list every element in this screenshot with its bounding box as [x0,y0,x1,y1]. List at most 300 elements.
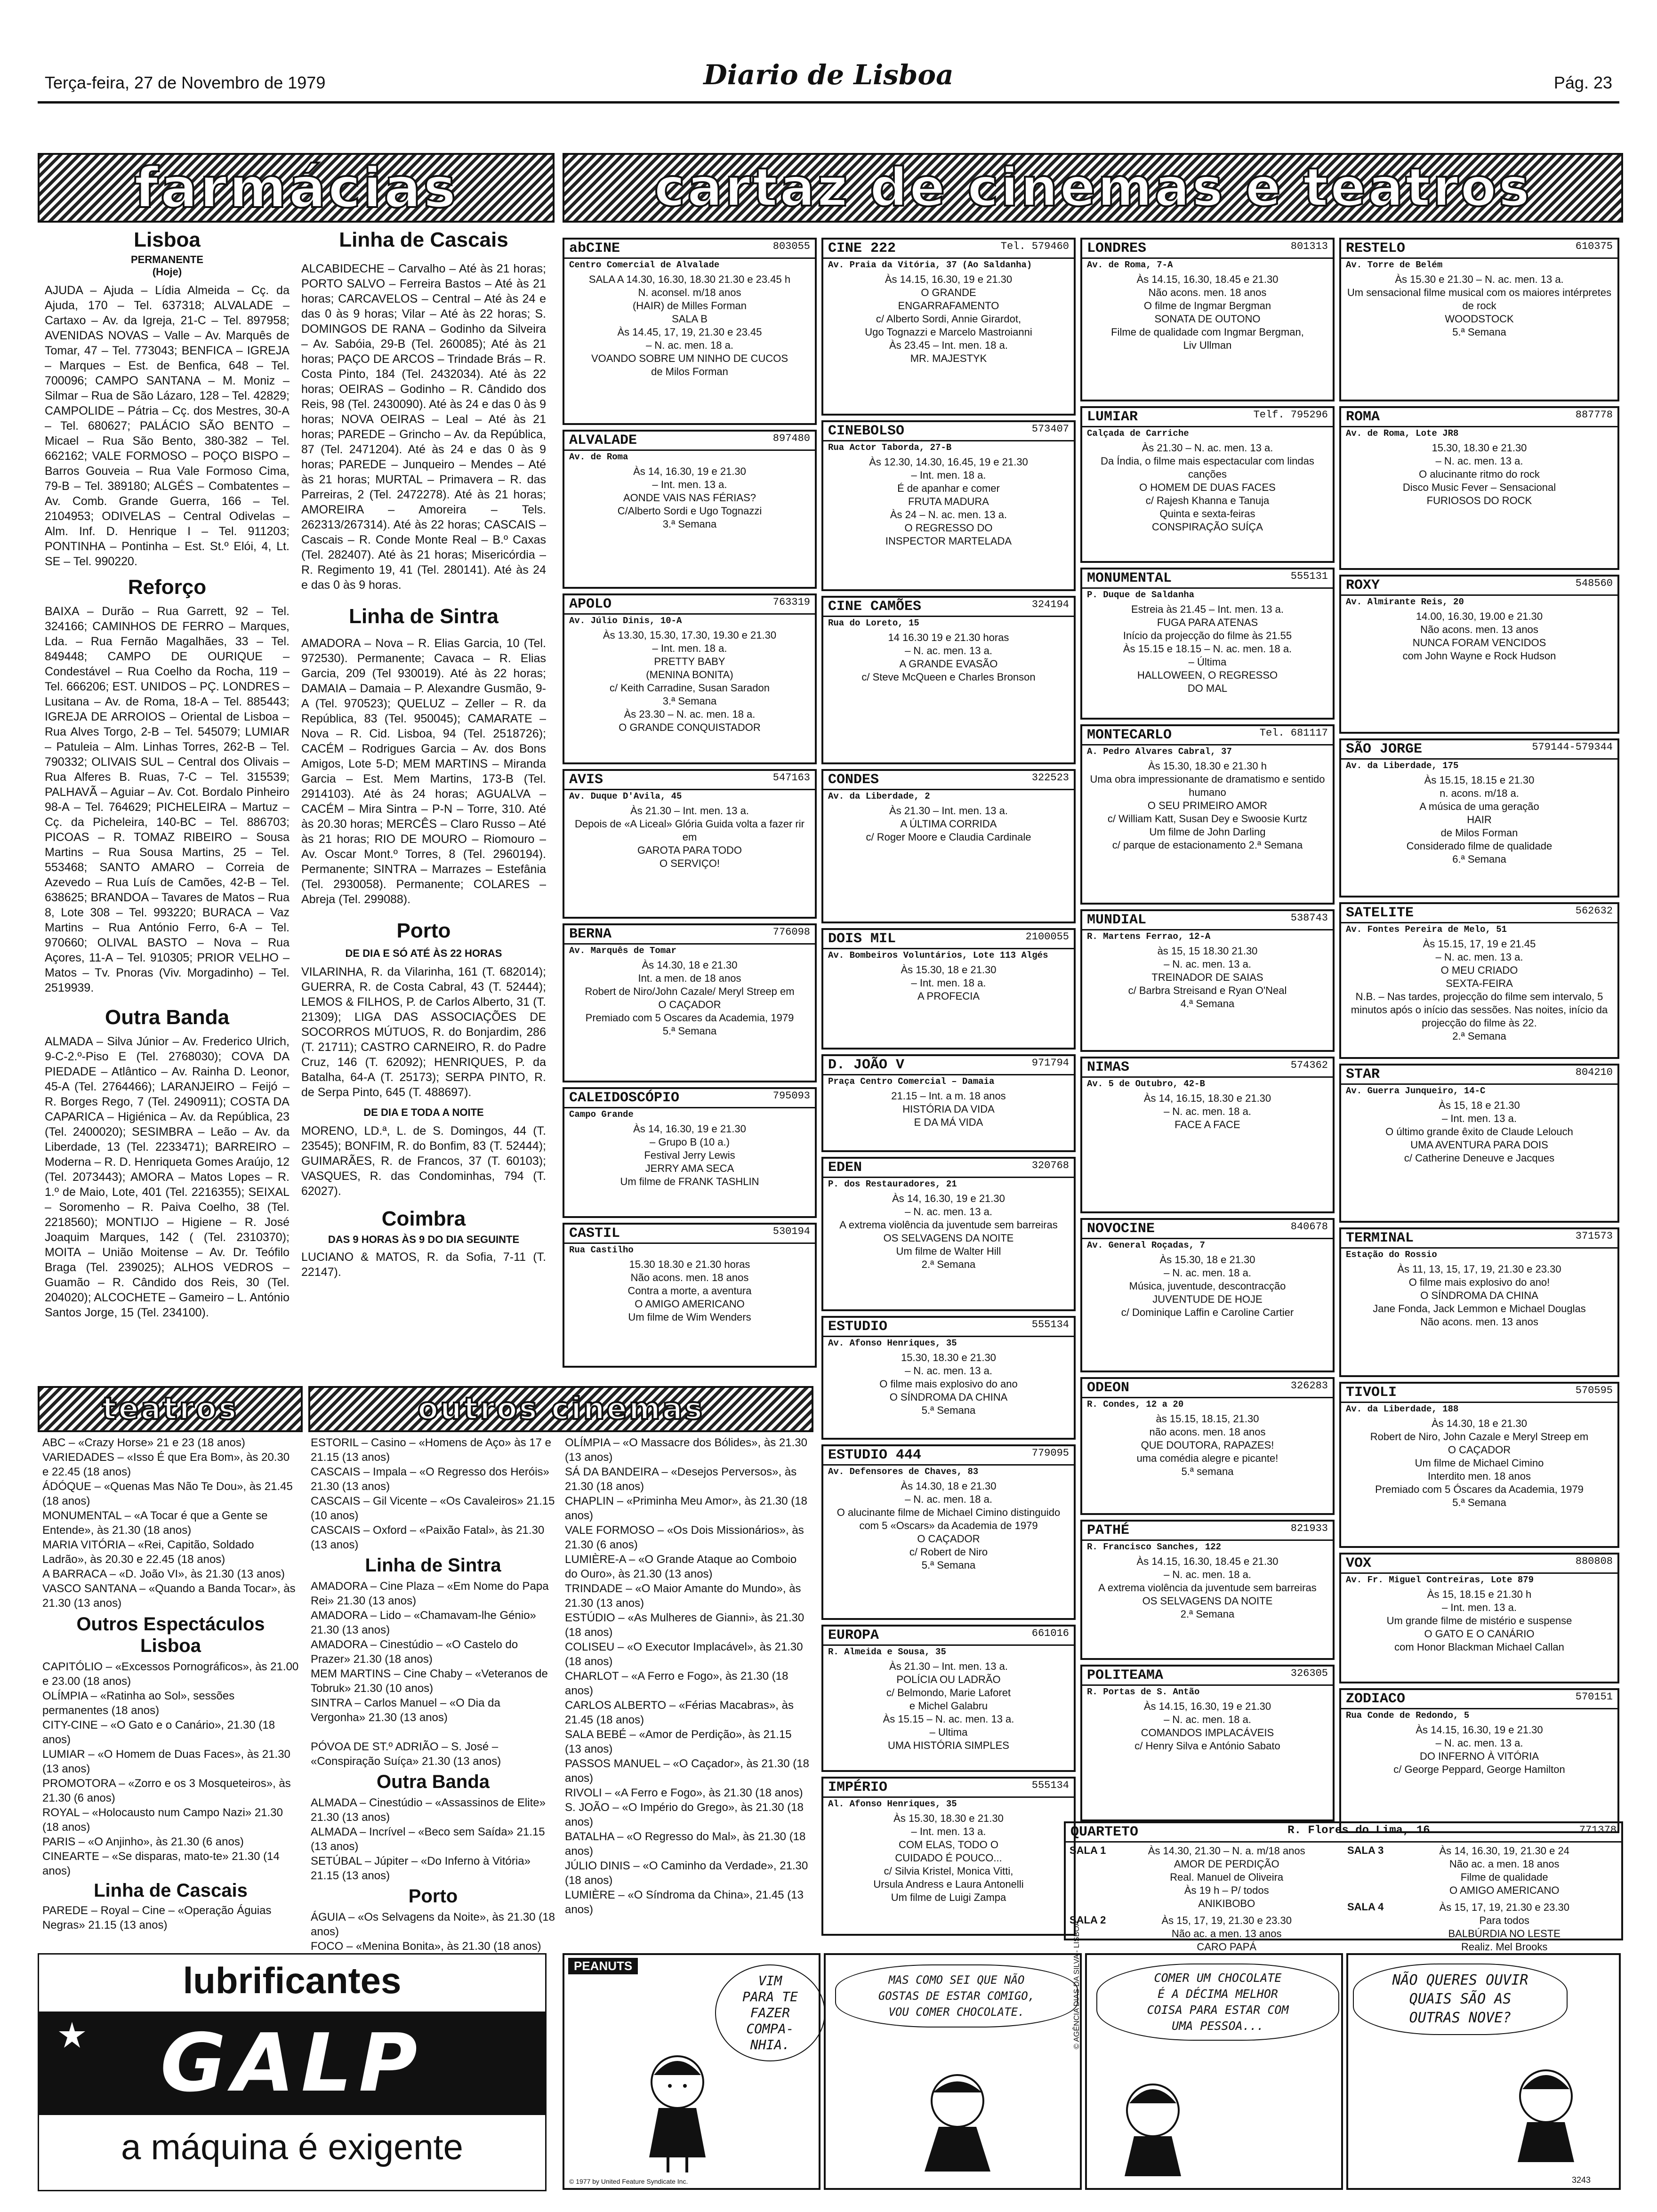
cinema-column-3 [1080,238,1335,1826]
comic-side-credit: © AGÊNCIA DIAS DA SILVA - LISBOA [1073,1921,1081,2049]
cinema-address: Av. Bombeiros Voluntários, Lote 113 Algés [828,950,1048,961]
cinema-program: Às 21.30 – Int. men. 13 a. Depois de «A Liceal» Glória Guida volta a fazer rir em GAROTA PARA TODO O SERVIÇO! [575,805,804,869]
quarteto-name: QUARTETO [1070,1824,1139,1840]
galp-advertisement [38,1953,547,2191]
teatros-banner-title: teatros [102,1392,239,1427]
cinema-phone: 548560 [1575,577,1613,589]
sintra-list: AMADORA – Nova – R. Elias Garcia, 10 (Tel. 972530). Permanente; Cavaca – R. Elias Garcia, 209 (Tel 930019). Até às 22 horas; DAMAIA – Damaia – P. Alexandre Gusmão, 9-A (Tel. 970523); QUELUZ – Zeller – R. da República, 83 (Tel. 950045); CAMARATE – Nova – R. Cid. Lisboa, 94 (Tel. 2518726); CACÉM – Rodrigues Garcia – Av. dos Bons Amigos, Lote 5-D; MEM MARTINS – Miranda Garcia – Est. Mem Martins, 173-B (Tel. 2914103). Até às 24 horas; AGUALVA – CACÉM – Mira Sintra – P-N – Torre, 310. Até às 20.30 horas; MERCÊS – Claro Russo – Até às 21 horas; RIO DE MOURO – Riomouro – Av. Oscar Mont.º Torres, 8 (Tel. 2960194). Permanente; SINTRA – Marrazes – Estefânia (Tel. 2930058). Permanente; COLARES – Abreja (Tel. 299088). [301,637,546,906]
cinema-header [1082,1522,1333,1541]
cinema-header [823,930,1074,949]
cinema-phone: 779095 [1031,1447,1069,1459]
cinema-listing [821,1625,1076,1772]
cinema-program: Às 21.30 – Int. men. 13 a. POLÍCIA OU LADRÃO c/ Belmondo, Marie Laforet e Michel Galabru Às 15.15 – N. ac. men. 13 a. – Ultima UMA HISTÓRIA SIMPLES [883,1660,1014,1751]
cinema-listing [821,238,1076,416]
teatros-list: ABC – «Crazy Horse» 21 e 23 (18 anos) VARIEDADES – «Isso É que Era Bom», às 20.30 e 22.45 (18 anos) ÁDÓQUE – «Quenas Mas Não Te Dou», às 21.45 (18 anos) MONUMENTAL – «A Tocar é que a Gente se Entende», às 21.30 (18 anos) MARIA VITÓRIA – «Rei, Capitão, Soldado Ladrão», às 20.30 e 22.45 (18 anos) A BARRACA – «D. João VI», às 21.30 (13 anos) VASCO SANTANA – «Quando a Banda Tocar», às 21.30 (13 anos) [42,1436,296,1610]
cinema-phone: 371573 [1575,1230,1613,1242]
panel-2-speech: MAS COMO SEI QUE NÃO GOSTAS DE ESTAR COMIGO, VOU COMER CHOCOLATE. [835,1964,1078,2028]
farmacias-col-right [301,228,546,1280]
cinema-name: LONDRES [1087,240,1147,256]
lisboa-title: Lisboa [134,228,201,251]
cinema-program: às 15.15, 18.15, 21.30 não acons. men. 18 anos QUE DOUTORA, RAPAZES! uma comédia alegre e picante! 5.ª semana [1136,1413,1279,1477]
cinema-header [564,432,815,451]
cinema-address: R. Condes, 12 a 20 [1087,1399,1184,1410]
cinema-name: ESTUDIO [828,1319,888,1335]
outros-banda-title: Outra Banda [376,1771,490,1792]
cinema-program: 14.00, 16.30, 19.00 e 21.30 Não acons. men. 13 anos NUNCA FORAM VENCIDOS com John Wayne e Rock Hudson [1402,610,1556,662]
cinema-listing [563,769,817,919]
cinema-program: Às 14.15, 16.30, 19 e 21.30 – N. ac. men. 18 a. COMANDOS IMPLACÁVEIS c/ Henry Silva e António Sabato [1134,1700,1280,1752]
cinema-program: Às 15, 18.15 e 21.30 h – Int. men. 13 a. Um grande filme de mistério e suspense O GATO E O CANÁRIO com Honor Blackman Michael Callan [1386,1588,1572,1653]
cinema-address: Av. da Liberdade, 188 [1346,1404,1459,1414]
cinema-listing [1080,1520,1335,1660]
cinema-address: Av. Júlio Dinis, 10-A [569,616,682,626]
lisboa-list: AJUDA – Ajuda – Lídia Almeida – Cç. da Ajuda, 170 – Tel. 637318; ALVALADE – Cartaxo – Av. da Igreja, 21-C – Tel. 897958; AVENIDAS NOVAS – Valle – Av. Marquês de Tomar, 47 – Tel. 773043; BENFICA – IGREJA – Marques – Est. de Benfica, 648 – Tel. 700096; CAMPO SANTANA – M. Moniz – Silmar – Rua de São Lázaro, 128 – Tel. 42829; CAMPOLIDE – Pátria – Cç. dos Mestres, 30-A – Tel. 680627; PALÁCIO SÃO BENTO – Micael – Rua São Bento, 380-382 – Tel. 662162; VALE FORMOSO – POÇO BISPO – Barros Gouveia – Rua Vale Formoso Cima, 79-B – Tel. 389180; ALGÉS – Combatentes – Av. Comb. Grande Guerra, 166 – Tel. 2104953; ODIVELAS – Central Odivelas – Alm. Inf. D. Henrique I – Tel. 911203; PONTINHA – Pontinha – Est. St.º Elói, 4, Lt. SE – Tel. 990220. [45,284,290,568]
sala-4-program: Às 15, 17, 19, 21.30 e 23.30 Para todos BALBÚRDIA NO LESTE Realiz. Mel Brooks [1439,1901,1569,1953]
cinema-program: 15.30 18.30 e 21.30 horas Não acons. men. 18 anos Contra a morte, a aventura O AMIGO AMERICANO Um filme de Wim Wenders [627,1258,752,1323]
cinema-header [823,1779,1074,1798]
cinema-phone: 573407 [1031,423,1069,435]
cinema-name: ODEON [1087,1380,1130,1396]
cinema-listing [563,1087,817,1218]
porto-list-2: MORENO, LD.ª, L. de S. Domingos, 44 (T. 23545); BONFIM, R. do Bonfim, 83 (T. 52444); GUIMARÃES, R. de Francos, 37 (T. 60103); VASQUES, R. das Condominhas, 794 (T. 62027). [301,1124,546,1198]
porto-subtitle-2: DE DIA E TODA A NOITE [363,1106,484,1118]
cinema-program: SALA A 14.30, 16.30, 18.30 21.30 e 23.45 h N. aconsel. m/18 anos (HAIR) de Milles Forman SALA B Às 14.45, 17, 19, 21.30 e 23.45 – N. ac. men. 18 a. VOANDO SOBRE UM NINHO DE CUCOS de Milos Forman [588,273,791,377]
sala-4-label: SALA 4 [1347,1901,1384,1913]
cinema-name: IMPÉRIO [828,1779,888,1795]
outros-cinemas-banner [308,1386,813,1432]
cinema-header [1341,240,1617,259]
cartaz-banner-title: cartaz de cinemas e teatros [654,157,1532,218]
cinema-address: P. Duque de Saldanha [1087,590,1195,600]
sala-1-program: Às 14.30, 21.30 – N. a. m/18 anos AMOR DE PERDIÇÃO Real. Manuel de Oliveira Às 19 h – P/ todos ANIKIBOBO [1148,1845,1305,1909]
peppermint-character-icon [906,2068,1009,2181]
porto-title: Porto [396,919,451,942]
cinema-header [1341,1229,1617,1249]
cinema-name: POLITEAMA [1087,1667,1164,1683]
cinema-phone: 880808 [1575,1555,1613,1567]
cinema-name: CINE 222 [828,240,896,256]
outra-banda-title: Outra Banda [105,1006,230,1029]
lucy-sitting-icon [1106,2077,1200,2181]
cinema-header [564,771,815,790]
cinema-name: LUMIAR [1087,409,1138,425]
cinema-header [1341,577,1617,596]
cinema-name: MONUMENTAL [1087,570,1172,586]
cinema-column-1 [563,238,817,1372]
cinema-address: Av. Torre de Belém [1346,260,1443,270]
quarteto-listing [1064,1821,1623,1953]
cinema-program: Às 14.30, 18 e 21.30 Robert de Niro, John Cazale e Meryl Streep em O CAÇADOR Um filme de Michael Cimino Interdito men. 18 anos Premiado com 5 Óscares da Academia, 1979 5.ª Semana [1370,1418,1589,1508]
cinema-program: 15.30, 18.30 e 21.30 – N. ac. men. 13 a. O alucinante ritmo do rock Disco Music Fever – Sensacional FURIOSOS DO ROCK [1402,442,1556,506]
farmacias-banner [38,153,555,223]
cinema-phone: 320768 [1031,1160,1069,1171]
cinema-address: Rua Castilho [569,1245,634,1255]
cinema-name: AVIS [569,772,603,788]
cinema-phone: 804210 [1575,1066,1613,1078]
cinema-name: ZODIACO [1346,1691,1406,1707]
cinema-address: A. Pedro Alvares Cabral, 37 [1087,746,1232,757]
outros-porto-list: ÁGUIA – «Os Selvagens da Noite», às 21.30 (18 anos) FOCO – «Menina Bonita», às 21.30 (18 anos) [311,1911,555,1953]
cinema-name: D. JOÃO V [828,1057,905,1073]
cinema-address: Rua do Loreto, 15 [828,618,919,628]
outros-porto-cinemas-list: OLÍMPIA – «O Massacre dos Bólides», às 21.30 (13 anos) SÁ DA BANDEIRA – «Desejos Perversos», às 21.30 (18 anos) CHAPLIN – «Priminha Meu Amor», às 21.30 (18 anos) VALE FORMOSO – «Os Dois Missionários», às 21.30 (6 anos) LUMIÈRE-A – «O Grande Ataque ao Comboio do Ouro», às 21.30 (13 anos) TRINDADE – «O Maior Amante do Mundo», às 21.30 (13 anos) ESTÚDIO – «As Mulheres de Gianni», às 21.30 (18 anos) COLISEU – «O Executor Implacável», às 21.30 (18 anos) CHARLOT – «A Ferro e Fogo», às 21.30 (18 anos) CARLOS ALBERTO – «Férias Macabras», às 21.45 (18 anos) SALA BEBÉ – «Amor de Perdição», às 21.15 (13 anos) PASSOS MANUEL – «O Caçador», às 21.30 (18 anos) RIVOLI – «A Ferro e Fogo», às 21.30 (18 anos) S. JOÃO – «O Império do Grego», às 21.30 (18 anos) BATALHA – «O Regresso do Mal», às 21.30 (18 anos) JÚLIO DINIS – «O Caminho da Verdade», 21.30 (18 anos) LUMIÈRE – «O Síndroma da China», 21.45 (13 anos) [565,1436,809,1916]
outros-cinemas-banner-title: outros cinemas [418,1392,704,1427]
cinema-address: Av. da Liberdade, 175 [1346,761,1459,771]
cinema-name: CASTIL [569,1226,620,1242]
cinema-listing [1339,1688,1619,1833]
cinema-header [1341,1066,1617,1085]
cinema-header [1082,911,1333,930]
cinema-listing [563,430,817,589]
comic-panel-2 [824,1953,1082,2190]
teatros-column [42,1435,299,1932]
cinema-program: Às 15.30 e 21.30 – N. ac. men. 13 a. Um sensacional filme musical com os maiores intérpretes de rock WOODSTOCK 5.ª Semana [1347,273,1612,338]
cinema-listing [1339,1064,1619,1223]
teatros-banner [38,1386,303,1432]
cinema-listing [1080,568,1335,720]
quarteto-header [1066,1823,1621,1843]
cinema-address: R. Francisco Sanches, 122 [1087,1542,1222,1552]
cinema-name: DOIS MIL [828,931,896,947]
cinema-phone: 821933 [1290,1523,1328,1534]
cinema-name: CINEBOLSO [828,423,905,439]
cinema-listing [1080,1665,1335,1821]
cinema-phone: 570151 [1575,1691,1613,1703]
cinema-header [1082,1220,1333,1239]
cinema-listing [1080,1218,1335,1372]
cinema-address: Calçada de Carriche [1087,428,1189,439]
farmacias-col-left [45,228,290,1320]
cinema-program: Às 14, 16.30, 19 e 21.30 – N. ac. men. 13 a. A extrema violência da juventude sem barreiras OS SELVAGENS DA NOITE Um filme de Walter Hill 2.ª Semana [839,1193,1058,1270]
cinema-listing [1339,738,1619,898]
quarteto-address: R. Flores do Lima, 16 [1287,1824,1430,1837]
cinema-program: 21.15 – Int. a m. 18 anos HISTÓRIA DA VIDA E DA MÁ VIDA [891,1090,1006,1128]
cinema-address: Av. Almirante Reis, 20 [1346,597,1464,607]
quarteto-phone: 771378 [1579,1824,1617,1836]
teatros-cascais-title: Linha de Cascais [94,1880,248,1901]
cinema-listing [1339,1382,1619,1548]
cinema-listing [1080,1057,1335,1213]
cinema-phone: 887778 [1575,409,1613,421]
cinema-program: Às 14.15, 16.30, 19 e 21.30 – N. ac. men. 13 a. DO INFERNO À VITÓRIA c/ George Peppard, George Hamilton [1393,1724,1565,1775]
cinema-name: STAR [1346,1066,1380,1082]
cinema-program: Às 13.30, 15.30, 17.30, 19.30 e 21.30 – Int. men. 18 a. PRETTY BABY (MENINA BONITA) c/ Keith Carradine, Susan Saradon 3.ª Semana Às 23.30 – N. ac. men. 18 a. O GRANDE CONQUISTADOR [603,629,777,733]
cinema-phone: 971794 [1031,1057,1069,1069]
cinema-name: ALVALADE [569,433,637,449]
cinema-address: Av. de Roma [569,452,628,462]
cinema-listing [821,596,1076,764]
sala-3-label: SALA 3 [1347,1844,1384,1856]
cinema-header [823,1318,1074,1337]
cinema-address: Rua Conde de Redondo, 5 [1346,1710,1470,1721]
cinema-name: CINE CAMÕES [828,599,922,615]
cinema-phone: 803055 [772,240,810,252]
cinema-program: Às 15.15, 18.15 e 21.30 n. acons. m/18 a. A música de uma geração HAIR de Milos Forman Considerado filme de qualidade 6.ª Semana [1406,774,1552,865]
outra-banda-list: ALMADA – Silva Júnior – Av. Frederico Ulrich, 9-C-2.º-Piso E (Tel. 2768030); COVA DA PIEDADE – Atlântico – Av. Rainha D. Leonor, 45-A (Tel. 2764466); LARANJEIRO – Feijó – R. Borges Rego, 7 (Tel. 2490911); COSTA DA CAPARICA – Higiénica – Av. da República, 23 (Tel. 2400020); SESIMBRA – Leão – Av. da Liberdade, 13 (Tel. 2233471); BARREIRO – Moderna – R. D. Henriqueta Gomes Araújo, 12 (Tel. 2073443); AMORA – Matos Lopes – R. 1.º de Maio, Lote, 401 (Tel. 2216355); SEIXAL – Soromenho – R. Paiva Coelho, 38 (Tel. 2218560); MONTIJO – Higiene – R. José Joaquim Marques, 142 ( (Tel. 2310370); MOITA – União Moitense – Av. Dr. Teófilo Braga (Tel. 239025); ALHOS VEDROS – Guamão – R. Cândido dos Reis, 30 (Tel. 204020); ALCOCHETE – Gameiro – L. António Santos Jorge, 15 (Tel. 234100). [45,1035,290,1319]
cinema-name: ROMA [1346,409,1380,425]
cinema-column-4 [1339,238,1619,1838]
cinema-name: SÃO JORGE [1346,741,1423,757]
cinema-name: ROXY [1346,577,1380,593]
cinema-listing [821,928,1076,1050]
lucy-character-icon [630,2049,724,2176]
cinema-program: Às 11, 13, 15, 17, 19, 21.30 e 23.30 O filme mais explosivo do ano! O SÍNDROMA DA CHINA Jane Fonda, Jack Lemmon e Michael Douglas Não acons. men. 13 anos [1373,1263,1586,1328]
cinema-listing [821,420,1076,591]
cinema-address: R. Almeida e Sousa, 35 [828,1647,946,1657]
cinema-header [823,422,1074,441]
outros-cinemas-col-a [311,1435,555,1954]
cinema-listing [821,769,1076,923]
cinema-phone: 795093 [772,1090,810,1102]
cinema-name: ESTUDIO 444 [828,1447,922,1463]
ad-tagline: a máquina é exigente [121,2127,463,2167]
cinema-listing [1080,724,1335,905]
teatros-cascais-list: PAREDE – Royal – Cine – «Operação Águias Negras» 21.15 (13 anos) [42,1904,272,1931]
outros-sintra-title: Linha de Sintra [365,1555,501,1576]
galp-wordmark: GALP [160,2017,424,2110]
cinema-phone: Telf. 795296 [1253,409,1328,421]
cinema-phone: 2100055 [1025,931,1069,943]
cinema-address: Av. Duque D'Avila, 45 [569,791,682,801]
cinema-name: TIVOLI [1346,1385,1397,1401]
cinema-address: Av. 5 de Outubro, 42-B [1087,1079,1205,1089]
coimbra-list: LUCIANO & MATOS, R. da Sofia, 7-11 (T. 22147). [301,1250,546,1279]
cinema-listing [1339,238,1619,401]
cinema-header [1082,408,1333,427]
cinema-name: SATELITE [1346,905,1414,921]
cinema-name: MONTECARLO [1087,727,1172,743]
porto-subtitle: DE DIA E SÓ ATÉ ÀS 22 HORAS [345,947,502,959]
cinema-program: Às 15.30, 18 e 21.30 – Int. men. 18 a. A PROFECIA [901,964,997,1002]
cinema-program: Às 15.30, 18.30 e 21.30 h Uma obra impressionante de dramatismo e sentido humano O SEU PRIMEIRO AMOR c/ William Katt, Susan Dey e Swoosie Kurtz Um filme de John Darling c/ parque de estacionamento 2.ª Semana [1090,760,1325,851]
cinema-header [1341,408,1617,427]
cinema-program: Às 14.15, 16.30, 19 e 21.30 O GRANDE ENGARRAFAMENTO c/ Alberto Sordi, Annie Girardot, Ugo Tognazzi e Marcelo Mastroianni Às 23.45 – Int. men. 18 a. MR. MAJESTYK [865,273,1032,364]
cinema-phone: 555134 [1031,1319,1069,1330]
cinema-header [823,771,1074,790]
cinema-header [823,1627,1074,1646]
cinema-address: Av. Guerra Junqueiro, 14-C [1346,1086,1486,1096]
cinema-listing [821,1054,1076,1152]
cinema-listing [1339,902,1619,1059]
cinema-name: NIMAS [1087,1059,1130,1075]
sala-3-program: Às 14, 16.30, 19, 21.30 e 24 Não ac. a men. 18 anos Filme de qualidade O AMIGO AMERICANO [1439,1845,1569,1896]
cinema-address: Av. Praia da Vitória, 37 (Ao Saldanha) [828,260,1032,270]
cinema-name: APOLO [569,596,612,612]
cinema-phone: 326283 [1290,1380,1328,1392]
cinema-listing [563,923,817,1082]
cinema-phone: 661016 [1031,1627,1069,1639]
galp-star-icon [58,2021,86,2049]
cinema-program: Às 14, 16.15, 18.30 e 21.30 – N. ac. men. 18 a. FACE A FACE [1143,1092,1271,1130]
cinema-name: VOX [1346,1555,1372,1571]
cascais-title: Linha de Cascais [339,228,508,251]
cinema-phone: 897480 [772,433,810,444]
sala-2-label: SALA 2 [1070,1914,1106,1926]
outros-espectaculos-list: CAPITÓLIO – «Excessos Pornográficos», às 21.00 e 23.00 (18 anos) OLÍMPIA – «Ratinha ao Sol», sessões permanentes (18 anos) CITY-CINE – «O Gato e o Canário», 21.30 (18 anos) LUMIAR – «O Homem de Duas Faces», às 21.30 (13 anos) PROMOTORA – «Zorro e os 3 Mosqueteiros», às 21.30 (6 anos) ROYAL – «Holocausto num Campo Nazi» 21.30 (18 anos) PARIS – «O Anjinho», às 21.30 (6 anos) CINEARTE – «Se disparas, mato-te» 21.30 (14 anos) [42,1660,299,1877]
cinema-listing [821,1444,1076,1620]
cinema-header [1341,904,1617,923]
cinema-listing [821,1777,1076,1936]
cinema-header [1082,1667,1333,1686]
cinema-listing [1080,909,1335,1052]
cinema-program: Estreia às 21.45 – Int. men. 13 a. FUGA PARA ATENAS Início da projecção do filme às 21.55 Às 15.15 e 18.15 – N. ac. men. 18 a. – Última HALLOWEEN, O REGRESSO DO MAL [1123,603,1292,694]
cinema-phone: 801313 [1290,240,1328,252]
coimbra-subtitle: DAS 9 HORAS ÀS 9 DO DIA SEGUINTE [328,1234,520,1245]
cinema-name: abCINE [569,240,620,256]
outros-espectaculos-title: Outros Espectáculos Lisboa [76,1614,265,1656]
cinema-program: Às 21.30 – Int. men. 13 a. A ÚLTIMA CORRIDA c/ Roger Moore e Claudia Cardinale [866,805,1031,843]
cinema-name: RESTELO [1346,240,1406,256]
cinema-column-2 [821,238,1076,1940]
cinema-name: NOVOCINE [1087,1221,1155,1237]
cinema-phone: 555134 [1031,1779,1069,1791]
cinema-address: Av. Fr. Miguel Contreiras, Lote 879 [1346,1575,1534,1585]
cinema-header [564,925,815,945]
cinema-address: R. Martens Ferrao, 12-A [1087,931,1211,942]
cascais-list: ALCABIDECHE – Carvalho – Até às 21 horas; PORTO SALVO – Ferreira Bastos – Até às 21 horas; CARCAVELOS – Central – Até às 24 e das 0 às 9 horas; Vilar – Até às 22 horas; S. DOMINGOS DE RANA – Godinho da Silveira – Av. Sabóia, 29-B (Tel. 260085); Até às 21 horas; PAÇO DE ARCOS – Trindade Brás – R. Costa Pinto, 184 (Tel. 2432034). Até às 22 horas; OEIRAS – Godinho – R. Cândido dos Reis, 98 (Tel. 2430090). Até às 24 e das 0 às 9 horas; NOVA OEIRAS – Leal – Até às 21 horas; PAREDE – Grincho – Av. da República, 87 (Tel. 2471204). Até às 24 e das 0 às 9 horas; PAREDE – Junqueiro – Mendes – Até às 21 horas; MURTAL – Primavera – R. das Parreiras, 2 (Tel. 2472278). Até às 21 horas; AMOREIRA – Amoreira – Tels. 262313/267314). Até às 22 horas; CASCAIS – Cascais – R. Conde Monte Real – B.º Caxas (Tel. 282407). Até às 21 horas; Misericórdia – R. Regimento 19, 41 (Tel. 280141). Até às 24 e das 0 às 9 horas. [301,262,546,592]
cinema-name: EUROPA [828,1627,879,1643]
cinema-address: Av. General Roçadas, 7 [1087,1240,1205,1250]
cinema-program: 15.30, 18.30 e 21.30 – N. ac. men. 13 a. O filme mais explosivo do ano O SÍNDROMA DA CHINA 5.ª Semana [879,1352,1018,1416]
cinema-header [1082,726,1333,745]
cinema-program: Às 14.15, 16.30, 18.45 e 21.30 – N. ac. men. 18 a. A extrema violência da juventude sem barreiras OS SELVAGENS DA NOITE 2.ª Semana [1098,1555,1317,1620]
comic-panel-4 [1346,1953,1621,2190]
cinema-header [1341,1690,1617,1709]
cinema-phone: 326305 [1290,1667,1328,1679]
cinema-listing [563,1223,817,1368]
cinema-listing [563,238,817,425]
cinema-listing [1339,406,1619,570]
cinema-header [1082,240,1333,259]
outros-cinemas-col-b [565,1435,810,1917]
cinema-header [823,598,1074,617]
cinema-name: CONDES [828,772,879,788]
cinema-phone: 763319 [772,596,810,608]
cinema-phone: 610375 [1575,240,1613,252]
panel-3-speech: COMER UM CHOCOLATE É A DÉCIMA MELHOR COISA PARA ESTAR COM UMA PESSOA... [1096,1964,1339,2041]
cinema-header [564,595,815,615]
cinema-address: Av. Fontes Pereira de Melo, 51 [1346,924,1507,935]
cinema-phone: 776098 [772,926,810,938]
cinema-listing [1339,1227,1619,1377]
cinema-address: Campo Grande [569,1109,634,1120]
comic-title: PEANUTS [568,1958,638,1974]
cinema-program: Às 14, 16.30, 19 e 21.30 – Int. men. 13 a. AONDE VAIS NAS FÉRIAS? C/Alberto Sordi e Ugo Tognazzi 3.ª Semana [617,465,762,530]
cinema-address: Av. da Liberdade, 2 [828,791,930,801]
cinema-address: R. Portas de S. Antão [1087,1687,1200,1697]
cinema-address: Estação do Rossio [1346,1250,1437,1260]
cinema-name: CALEIDOSCÓPIO [569,1090,680,1106]
cinema-header [564,240,815,259]
cinema-listing [563,593,817,764]
cinema-header [823,1446,1074,1466]
cinema-header [564,1089,815,1108]
cinema-address: Praça Centro Comercial – Damaia [828,1076,995,1087]
cinema-program: Às 21.30 – N. ac. men. 13 a. Da Índia, o filme mais espectacular com lindas canções O HOMEM DE DUAS FACES c/ Rajesh Khanna e Tanuja Quinta e sexta-feiras CONSPIRAÇÃO SUÍÇA [1101,442,1314,533]
farmacias-banner-title: farmácias [134,155,458,220]
cinema-header [823,240,1074,259]
lisboa-subtitle: PERMANENTE (Hoje) [130,254,203,278]
cinema-program: Às 12.30, 14.30, 16.45, 19 e 21.30 – Int. men. 18 a. É de apanhar e comer FRUTA MADURA Às 24 – N. ac. men. 13 a. O REGRESSO DO INSPECTOR MARTELADA [869,456,1028,547]
cinema-listing [821,1157,1076,1311]
outros-sintra-list: AMADORA – Cine Plaza – «Em Nome do Papa Rei» 21.30 (13 anos) AMADORA – Lido – «Chamavam-lhe Génio» 21.30 (13 anos) AMADORA – Cinestúdio – «O Castelo do Prazer» 21.30 (18 anos) MEM MARTINS – Cine Chaby – «Veteranos de Tobruk» 21.30 (10 anos) SINTRA – Carlos Manuel – «O Dia da Vergonha» 21.30 (13 anos) PÓVOA DE ST.º ADRIÃO – S. José – «Conspiração Suíça» 21.30 (13 anos) [311,1580,549,1768]
cinema-header [1082,1379,1333,1398]
sala-1-label: SALA 1 [1070,1844,1106,1856]
cinema-program: Às 15, 18 e 21.30 – Int. men. 13 a. O último grande êxito de Claude Lelouch UMA AVENTURA PARA DOIS c/ Catherine Deneuve e Jacques [1385,1099,1573,1164]
cinema-program: Às 14.30, 18 e 21.30 – N. ac. men. 18 a. O alucinante filme de Michael Cimino distinguido com 5 «Oscars» da Academia de 1979 O CAÇADOR c/ Robert de Niro 5.ª Semana [837,1480,1061,1571]
outros-banda-list: ALMADA – Cinestúdio – «Assassinos de Elite» 21.30 (13 anos) ALMADA – Incrível – «Beco sem Saída» 21.15 (13 anos) SETÚBAL – Júpiter – «Do Inferno à Vitória» 21.15 (13 anos) [311,1796,546,1882]
cinema-name: BERNA [569,926,612,942]
cinema-name: PATHÉ [1087,1523,1130,1539]
issue-date: Terça-feira, 27 de Novembro de 1979 [45,73,326,92]
sintra-title: Linha de Sintra [349,605,499,628]
strip-number: 3243 [1571,2175,1591,2185]
cinema-address: Av. Defensores de Chaves, 83 [828,1467,979,1477]
cinema-phone: 562632 [1575,905,1613,917]
cinema-program: às 15, 15 18.30 21.30 – N. ac. men. 13 a. TREINADOR DE SAIAS c/ Barbra Streisand e Ryan O'Neal 4.ª Semana [1128,945,1287,1010]
outros-porto-title: Porto [408,1886,458,1907]
panel-1-speech: VIM PARA TE FAZER COMPA- NHIA. [715,1964,825,2061]
cinema-listing [821,1316,1076,1440]
cinema-program: Às 15.30, 18 e 21.30 – N. ac. men. 18 a. Música, juventude, descontracção JUVENTUDE DE HOJE c/ Dominique Laffin e Caroline Cartier [1121,1254,1294,1318]
cinema-listing [1339,575,1619,734]
sala-2-program: Às 15, 17, 19, 21.30 e 23.30 Não ac. a men. 13 anos CARO PAPÁ [1161,1915,1292,1953]
cinema-phone: Tel. 579460 [1000,240,1069,252]
cinema-program: Às 14.30, 18 e 21.30 Int. a men. de 18 anos Robert de Niro/John Cazale/ Meryl Streep em O CAÇADOR Premiado com 5 Oscares da Academia, 1979 5.ª Semana [585,959,795,1037]
cinema-listing [1080,238,1335,401]
cinema-program: Às 14.15, 16.30, 18.45 e 21.30 Não acons. men. 18 anos O filme de Ingmar Bergman SONATA DE OUTONO Filme de qualidade com Ingmar Bergman, Liv Ullman [1111,273,1304,351]
cinema-phone: 530194 [772,1226,810,1237]
cinema-header [823,1056,1074,1075]
cinema-phone: 579144-579344 [1532,741,1613,753]
panel-4-speech: NÃO QUERES OUVIR QUAIS SÃO AS OUTRAS NOVE? [1353,1964,1568,2035]
cinema-address: Av. de Roma, 7-A [1087,260,1173,270]
cinema-header [823,1159,1074,1178]
cinema-header [1341,740,1617,760]
cinema-address: Av. Afonso Henriques, 35 [828,1338,957,1348]
cinema-listing [1339,1553,1619,1683]
cinema-address: Av. Marquês de Tomar [569,946,677,956]
outros-cascais-list: ESTORIL – Casino – «Homens de Aço» às 17 e 21.15 (13 anos) CASCAIS – Impala – «O Regresso dos Heróis» 21.30 (13 anos) CASCAIS – Gil Vicente – «Os Cavaleiros» 21.15 (10 anos) CASCAIS – Oxford – «Paixão Fatal», às 21.30 (13 anos) [311,1436,555,1551]
reforco-list: BAIXA – Durão – Rua Garrett, 92 – Tel. 324166; CAMINHOS DE FERRO – Marques, Lda. – Rua Fernão Magalhães, 33 – Tel. 849448; CAMPO DE OURIQUE – Condestável – Rua Coelho da Rocha, 119 – Tel. 666206; EST. UNIDOS – PÇ. LONDRES – Lusitana – Av. de Roma, 18-A – Tel. 885443; IGREJA DE ARROIOS – Oriental de Lisboa – Rua Alves Torgo, 2-B – Tel. 545079; LUMIAR – Patuleia – Alm. Linhas Torres, 262-B – Tel. 790332; OLIVAIS SUL – Central dos Olivais – Rua Alferes B. Ruas, 7-C – Tel. 315539; PALHAVÃ – Aguiar – Av. Cot. Bordalo Pinheiro 98-A – Tel. 764629; PICHELEIRA – Martuz – Cç. da Picheleira, 140-BC – Tel. 886703; PICOAS – R. TOMAZ RIBEIRO – Sousa Martins – Rua Sousa Martins, 25 – Tel. 553468; SANTO AMARO – Correia de Azevedo – Rua Luís de Camões, 42-B – Tel. 638625; BRANDOA – Tavares de Matos – Rua 8, Lote 308 – Tel. 993220; BURACA – Vaz Martins – Rua António Ferro, 6-A – Tel. 970660; OLIVAL BASTO – Nova – Rua Açores, 11-A – Tel. 910305; PRIOR VELHO – Matos – Tv. Pnoras (Viv. Morgadinho) – Tel. 2519939. [45,605,290,994]
cinema-phone: Tel. 681117 [1259,727,1328,739]
cinema-name: EDEN [828,1160,862,1176]
comic-panel-1 [563,1953,820,2190]
cinema-header [1082,569,1333,589]
cinema-phone: 570595 [1575,1385,1613,1396]
cinema-phone: 840678 [1290,1221,1328,1233]
cinema-program: Às 14, 16.30, 19 e 21.30 – Grupo B (10 a.) Festival Jerry Lewis JERRY AMA SECA Um filme de FRANK TASHLIN [620,1123,759,1187]
comic-credit: © 1977 by United Feature Syndicate Inc. [569,2178,688,2185]
cinema-header [1341,1555,1617,1574]
galp-logo [39,2012,545,2115]
cinema-listing [1080,406,1335,563]
cinema-header [1341,1384,1617,1403]
cinema-phone: 538743 [1290,912,1328,924]
masthead: Diario de Lisboa [703,59,954,91]
cinema-listing [1080,1377,1335,1515]
header-rule [38,101,1619,104]
cinema-program: 14 16.30 19 e 21.30 horas – N. ac. men. 13 a. A GRANDE EVASÃO c/ Steve McQueen e Charles Bronson [861,632,1036,683]
cinema-address: Al. Afonso Henriques, 35 [828,1799,957,1809]
cinema-name: MUNDIAL [1087,912,1147,928]
cinema-phone: 322523 [1031,772,1069,784]
cinema-phone: 547163 [772,772,810,784]
cinema-header [564,1225,815,1244]
cinema-address: P. dos Restauradores, 21 [828,1179,957,1189]
cartaz-banner [563,153,1623,223]
page-number: Pág. 23 [1553,73,1612,92]
